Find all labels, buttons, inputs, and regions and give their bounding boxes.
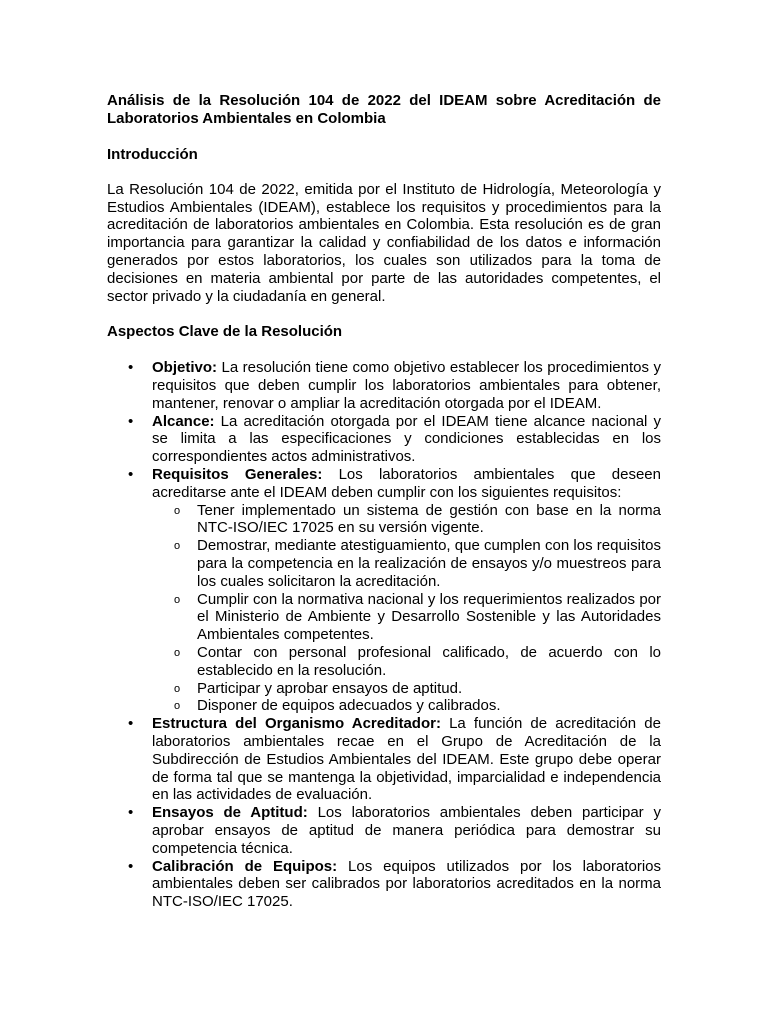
sub-bullet-icon: o xyxy=(174,540,181,553)
aspects-list xyxy=(107,359,661,911)
sub-item-text: Demostrar, mediante atestiguamiento, que cumplen con los requisitos para la competencia en la realización de ensayos y/o muestreos para los cuales solicitaron la acreditación. xyxy=(197,537,661,590)
sub-list-item xyxy=(174,501,661,538)
bullet-icon: • xyxy=(128,359,134,377)
aspects-heading: Aspectos Clave de la Resolución xyxy=(107,323,343,341)
sub-item-text: Participar y aprobar ensayos de aptitud. xyxy=(197,679,463,697)
list-item-calibracion xyxy=(128,857,661,911)
item-label: Estructura del Organismo Acreditador: xyxy=(152,715,441,733)
list-item-ensayos xyxy=(128,804,661,857)
sub-bullet-icon: o xyxy=(174,682,181,695)
sub-list-item xyxy=(174,590,661,644)
sub-bullet-icon: o xyxy=(174,647,181,660)
item-text: Los laboratorios ambientales que deseen acreditarse ante el IDEAM deben cumplir con los siguientes requisitos: xyxy=(152,466,661,501)
document-page xyxy=(107,92,661,911)
sub-item-text: Cumplir con la normativa nacional y los requerimientos realizados por el Ministerio de Ambiente y Desarrollo Sostenible y las Autoridades Ambientales competentes. xyxy=(197,590,661,644)
sub-item-text: Tener implementado un sistema de gestión con base en la norma NTC-ISO/IEC 17025 en su versión vigente. xyxy=(197,501,661,537)
item-label: Calibración de Equipos: xyxy=(152,857,338,875)
sub-list-item xyxy=(174,697,661,715)
item-text: Los equipos utilizados por los laboratorios ambientales deben ser calibrados por laboratorios acreditados en la norma NTC-ISO/IEC 17025. xyxy=(152,857,661,911)
item-text: Los laboratorios ambientales deben participar y aprobar ensayos de aptitud de manera periódica para demostrar su competencia técnica. xyxy=(152,804,661,857)
requisitos-sublist xyxy=(152,502,661,716)
intro-heading: Introducción xyxy=(107,145,198,163)
sub-item-text: Contar con personal profesional calificado, de acuerdo con lo establecido en la resolución. xyxy=(197,644,661,679)
sub-list-item xyxy=(174,679,661,698)
document-title: Análisis de la Resolución 104 de 2022 del IDEAM sobre Acreditación de Laboratorios Ambientales en Colombia xyxy=(107,92,661,127)
item-label: Requisitos Generales: xyxy=(152,466,323,484)
bullet-icon: • xyxy=(128,466,134,484)
bullet-icon: • xyxy=(128,412,134,430)
list-item-objetivo xyxy=(128,359,661,412)
item-text: La resolución tiene como objetivo establecer los procedimientos y requisitos que deben cumplir los laboratorios ambientales para obtener, mantener, renovar o ampliar la acreditación otorgada por el IDEAM. xyxy=(152,359,661,412)
item-label: Ensayos de Aptitud: xyxy=(152,804,308,822)
item-label: Alcance: xyxy=(152,412,215,430)
list-item-alcance xyxy=(128,412,661,466)
item-text: La función de acreditación de laboratorios ambientales recae en el Grupo de Acreditación de la Subdirección de Estudios Ambientales del IDEAM. Este grupo debe operar de forma tal que se mantenga la objetividad, imparcialidad e independencia en las actividades de evaluación. xyxy=(152,715,661,804)
bullet-icon: • xyxy=(128,715,134,733)
sub-list-item xyxy=(174,644,661,680)
list-item-estructura xyxy=(128,715,661,804)
intro-paragraph: La Resolución 104 de 2022, emitida por el Instituto de Hidrología, Meteorología y Estudios Ambientales (IDEAM), establece los requisitos y procedimientos para la acreditación de laboratorios ambientales en Colombia. Esta resolución es de gran importancia para garantizar la calidad y confiabilidad de los datos e información generados por estos laboratorios, los cuales son utilizados para la toma de decisiones en materia ambiental por parte de las autoridades competentes, el sector privado y la ciudadanía en general. xyxy=(107,180,661,305)
sub-item-text: Disponer de equipos adecuados y calibrados. xyxy=(197,697,501,715)
sub-bullet-icon: o xyxy=(174,504,181,517)
sub-bullet-icon: o xyxy=(174,700,181,713)
item-text: La acreditación otorgada por el IDEAM tiene alcance nacional y se limita a las especificaciones y condiciones establecidas en los correspondientes actos administrativos. xyxy=(152,412,661,466)
sub-list-item xyxy=(174,537,661,590)
bullet-icon: • xyxy=(128,804,134,822)
item-label: Objetivo: xyxy=(152,359,218,377)
sub-bullet-icon: o xyxy=(174,593,181,606)
bullet-icon: • xyxy=(128,857,134,875)
list-item-requisitos xyxy=(128,466,661,715)
